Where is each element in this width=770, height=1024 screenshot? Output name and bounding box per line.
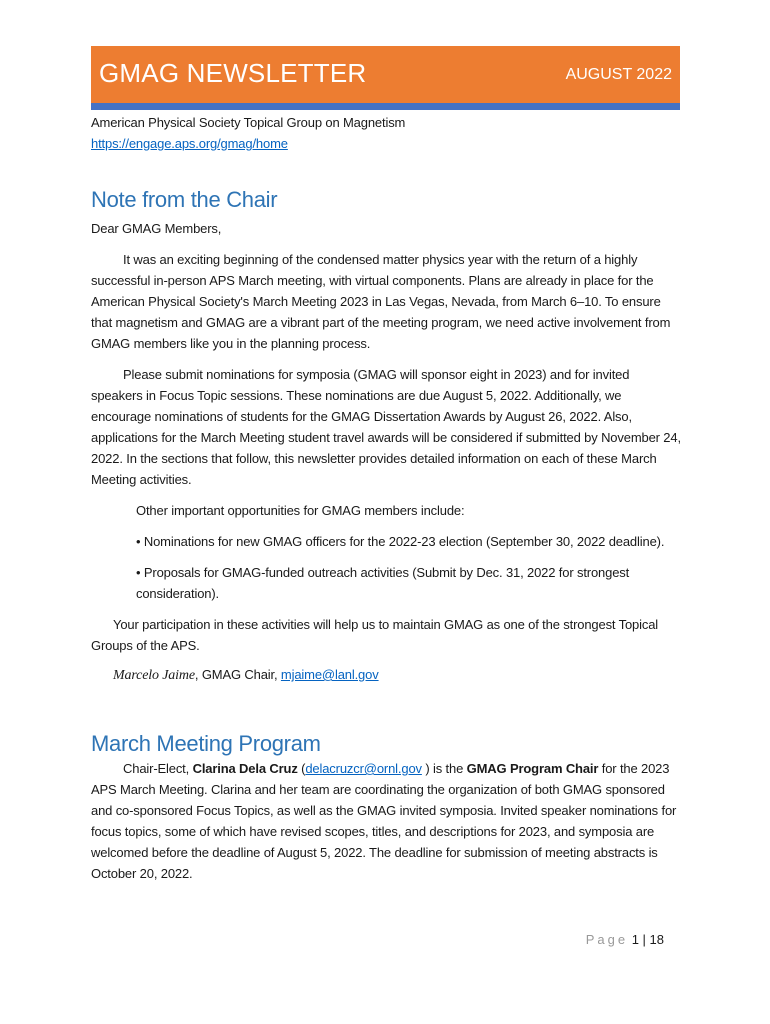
- paragraph: It was an exciting beginning of the condensed matter physics year with the return of a highly successful in-person APS March meeting, with virtual components. Plans are already in place for the American Physical Society's March Meeting 2023 in Las Vegas, Nevada, from March 6–10. To ensure that magnetism and GMAG are a vibrant part of the meeting program, we need active involvement from GMAG members like you in the planning process.: [91, 252, 671, 351]
- signature: [91, 664, 681, 686]
- text: ) is the: [421, 761, 467, 776]
- org-name: American Physical Society Topical Group on Magnetism: [91, 115, 406, 130]
- paragraph: Other important opportunities for GMAG members include:: [136, 503, 465, 518]
- signature-role: , GMAG Chair,: [194, 667, 281, 682]
- section-heading-march-meeting: March Meeting Program: [91, 731, 321, 756]
- newsletter-date: AUGUST 2022: [565, 66, 672, 83]
- page-number: 1: [631, 932, 639, 947]
- page-separator: |: [638, 932, 650, 947]
- bullet-item: • Proposals for GMAG-funded outreach activities (Submit by Dec. 31, 2022 for strongest consideration).: [136, 565, 630, 601]
- newsletter-title: GMAG NEWSLETTER: [99, 58, 367, 88]
- document-body: [91, 112, 681, 884]
- signature-name: Marcelo Jaime: [113, 668, 195, 683]
- text: for the 2023 APS March Meeting. Clarina and her team are coordinating the organization of both GMAG sponsored and co-sponsored Focus Topics, as well as the GMAG invited symposia. Invited speaker nominations for focus topics, some of which have revised scopes, titles, and descriptions for 2023, and symposia are welcomed before the deadline of August 5, 2022. The deadline for submission of meeting abstracts is October 20, 2022.: [91, 761, 677, 881]
- page-footer: [586, 932, 664, 947]
- text: Chair-Elect,: [123, 761, 193, 776]
- bullet-item: • Nominations for new GMAG officers for the 2022-23 election (September 30, 2022 deadline).: [136, 534, 665, 549]
- newsletter-banner: [91, 46, 680, 103]
- program-chair-email-link[interactable]: delacruzcr@ornl.gov: [305, 761, 422, 776]
- paragraph: [91, 758, 681, 884]
- chair-email-link[interactable]: mjaime@lanl.gov: [280, 667, 379, 682]
- page-total: 18: [649, 932, 664, 947]
- program-chair-name: Clarina Dela Cruz: [192, 761, 298, 776]
- section-heading-chair: Note from the Chair: [91, 187, 278, 212]
- gmag-home-link[interactable]: https://engage.aps.org/gmag/home: [91, 136, 288, 151]
- page-label: Page: [585, 932, 629, 947]
- banner-divider: [91, 103, 680, 110]
- text: (: [297, 761, 306, 776]
- paragraph: Your participation in these activities will help us to maintain GMAG as one of the strongest Topical Groups of the APS.: [91, 617, 659, 653]
- program-chair-role: GMAG Program Chair: [466, 761, 599, 776]
- greeting: Dear GMAG Members,: [91, 221, 222, 236]
- paragraph: Please submit nominations for symposia (GMAG will sponsor eight in 2023) and for invited speakers in Focus Topic sessions. These nominations are due August 5, 2022. Additionally, we encourage nominations of students for the GMAG Dissertation Awards by August 26, 2022. Also, applications for the March Meeting student travel awards will be considered if submitted by November 24, 2022. In the sections that follow, this newsletter provides detailed information on each of these March Meeting activities.: [91, 367, 681, 487]
